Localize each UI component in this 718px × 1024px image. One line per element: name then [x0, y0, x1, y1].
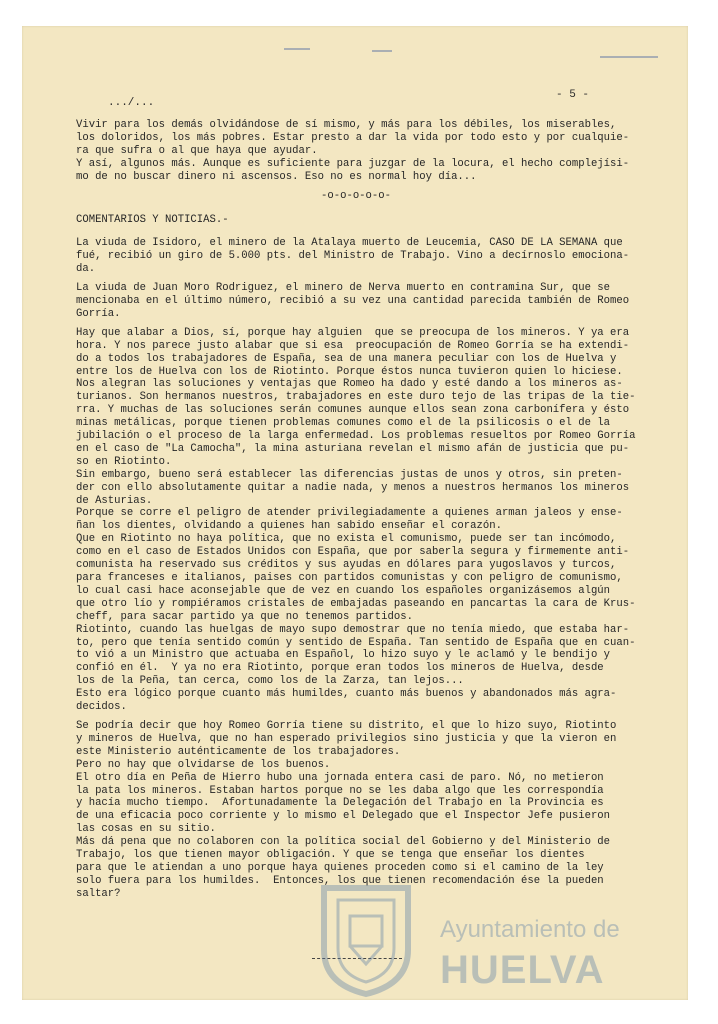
document-body: [76, 119, 636, 907]
paragraph: La viuda de Isidoro, el minero de la Atalaya muerto de Leucemia, CASO DE LA SEMANA que fué, recibió un giro de 5.000 pts. del Ministro de Trabajo. Vino a decírnoslo emociona- da.: [76, 237, 630, 276]
section-separator: -o-o-o-o-o-: [321, 189, 391, 202]
page-number: - 5 -: [556, 89, 590, 101]
paragraph: Hay que alabar a Dios, sí, porque hay alguien que se preocupa de los mineros. Y ya era hora. Y nos parece justo alabar que si esa preocupación de Romeo Gorría se ha extendi- do a todos los trabajadores de España, sea de una manera peculiar con los de Huelva y entre los de Huelva con los de Riotinto. Porque éstos nunca tuvieron quien lo hiciese. Nos alegran las soluciones y ventajas que Romeo ha dado y esté dando a los mineros as- turianos. Son hermanos nuestros, trabajadores en este duro tejo de las tripas de la tie- rra. Y muchas de las soluciones serán comunes aunque ellos sean zona carbonífera y ésto minas metálicas, porque tienen problemas comunes como el de la psilicosis o el de la jubilación o el proceso de la larga enfermedad. Los problemas resueltos por Romeo Gorría en el caso de "La Camocha", la mina asturiana revelan el mismo afán de justicia que pu- so en Riotinto. Sin embargo, bueno será establecer las diferencias justas de unos y otros, sin preten- der con ello absolutamente quitar a nadie nada, y menos a nuestros hermanos los mineros de Asturias. Porque se corre el peligro de atender privilegiadamente a quienes arman jaleos y ense- ñan los dientes, olvidando a quienes han sabido enseñar el corazón. Que en Riotinto no haya política, que no exista el comunismo, puede ser tan incómodo, como en el caso de Estados Unidos con España, que por saberla segura y firmemente anti- comunista ha reservado sus créditos y sus ayudas en dólares para yugoslavos y turcos, para franceses e italianos, paises con partidos comunistas y con peligro de comunismo, lo cual casi hace aconsejable que de vez en cuando los españoles organizásemos algún que otro lío y rompiéramos cristales de embajadas paseando en pancartas la cara de Krus- cheff, para sacar partido ya que no tenemos partidos. Riotinto, cuando las huelgas de mayo supo demostrar que no tenía miedo, que estaba har- to, pero que tenía sentido común y sentido de España. Tan sentido de España que en cuan- to vió a un Ministro que actuaba en Español, lo hizo suyo y le aclamó y le bendijo y confió en él. Y ya no era Riotinto, porque eran todos los mineros de Huelva, desde los de la Peña, tan cerca, como los de la Zarza, tan lejos... Esto era lógico porque cuanto más humildes, cuanto más buenos y abandonados más agra- decidos.: [76, 326, 636, 714]
watermark-line1: Ayuntamiento de: [440, 916, 620, 943]
watermark-line2: HUELVA: [440, 948, 605, 992]
bleed-mark: [600, 56, 658, 58]
city-seal-icon: [310, 880, 422, 998]
section-heading: COMENTARIOS Y NOTICIAS.-: [76, 214, 229, 227]
bleed-mark: [372, 50, 392, 52]
intro-paragraph: Vivir para los demás olvidándose de sí mismo, y más para los débiles, los miserables, los doloridos, los más pobres. Estar presto a dar la vida por todo esto y por cualquie- ra que sufra o al que haya que ayudar. Y así, algunos más. Aunque es suficiente para juzgar de la locura, el hecho complejísi- mo de no buscar dinero ni ascensos. Eso no es normal hoy día...: [76, 119, 630, 183]
paragraph: La viuda de Juan Moro Rodriguez, el minero de Nerva muerto en contramina Sur, que se mencionaba en el último número, recibió a su vez una cantidad parecida también de Romeo Gorría.: [76, 282, 630, 320]
archive-watermark: [300, 880, 700, 1000]
paragraph: Se podría decir que hoy Romeo Gorría tiene su distrito, el que lo hizo suyo, Riotinto y mineros de Huelva, que no han esperado privilegios sino justicia y que la vieron en este Ministerio auténticamente de los trabajadores. Pero no hay que olvidarse de los buenos. El otro día en Peña de Hierro hubo una jornada entera casi de paro. Nó, no metieron la pata los mineros. Estaban hartos porque no se les daba algo que les correspondía y hacía mucho tiempo. Afortunadamente la Delegación del Trabajo en la Provincia es de una eficacia poco corriente y lo mismo el Delegado que el Inspector Jefe pusieron las cosas en su sitio. Más dá pena que no colaboren con la política social del Gobierno y del Ministerio de Trabajo, los que tienen mayor obligación. Y que se tenga que enseñar los dientes para que le atiendan a uno porque haya quienes proceden como si el camino de la ley solo fuera para los humildes. Entonces, los que tienen recomendación ése la pueden saltar?: [76, 719, 617, 900]
continuation-marker: .../...: [108, 97, 155, 109]
bleed-mark: [284, 48, 310, 50]
